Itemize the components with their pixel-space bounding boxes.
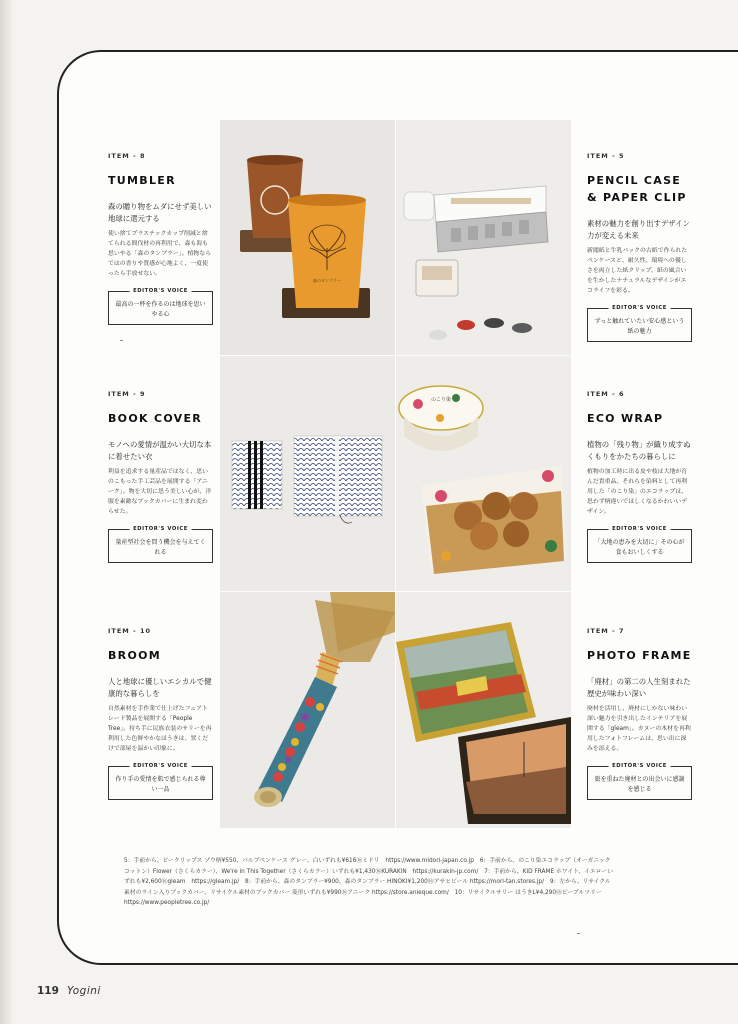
item-number: ITEM - 5	[587, 152, 625, 160]
item-body: 利益を追求する量産品ではなく、思いのこもった手工芸品を展開する「アニーク」。物を大切に思う美しい心が、洋服を素敵なブックカバーに生まれ変わらせた。	[108, 469, 212, 515]
editors-voice-label: EDITOR'S VOICE	[608, 525, 671, 535]
broom-photo	[220, 592, 395, 828]
item-10-block	[108, 627, 213, 800]
page-number: 119	[37, 985, 59, 997]
tumbler-photo	[220, 120, 395, 355]
item-9-block	[108, 390, 213, 563]
item-lead: 森の贈り物をムダにせず美しい地球に還元する	[108, 202, 212, 223]
item-body: 自然素材を手作業で仕上げたフェアトレード製品を展開する「People Tree」。持ち手に民族衣装のサリーを再利用した色鮮やかなほうきは、置くだけで部屋を温かい印象に。	[108, 706, 212, 752]
editors-voice-text: 最高の一杯を作るのは地球を思いやる心	[115, 301, 206, 318]
item-6-block	[587, 390, 692, 563]
item-lead: モノへの愛情が温かい大切な本に着せたい衣	[108, 440, 212, 461]
magazine-name: Yogini	[67, 985, 101, 997]
eco-wrap-photo	[396, 356, 571, 591]
photo-frame-photo	[396, 592, 571, 828]
editors-voice-box	[587, 526, 692, 563]
editors-voice-text: 旅を重ねた廃材との出会いに感謝を感じる	[594, 776, 685, 793]
wrap-print-text: のこり染	[430, 397, 452, 403]
item-8-block	[108, 152, 213, 325]
tumbler-print-text: 森のタンブラー	[313, 278, 341, 283]
item-number: ITEM - 10	[108, 627, 152, 635]
editors-voice-text: 「大地の恵みを大切に」その心が食もおいしくする	[594, 539, 685, 556]
editors-voice-label: EDITOR'S VOICE	[129, 525, 192, 535]
item-title: ECO WRAP	[587, 412, 664, 425]
item-lead: 「廃材」の第二の人生刻まれた歴史が味わい深い	[587, 677, 691, 698]
editors-voice-text: 作り手の愛情を肌で感じられる尊い一品	[115, 776, 206, 793]
editors-voice-box	[108, 763, 213, 800]
item-5-block	[587, 152, 692, 342]
item-lead: 素材の魅力を創り出すデザイン力が変える未来	[587, 219, 690, 240]
editors-voice-label: EDITOR'S VOICE	[129, 287, 192, 297]
item-number: ITEM - 6	[587, 390, 625, 398]
editors-voice-box	[587, 305, 692, 342]
editors-voice-label: EDITOR'S VOICE	[608, 762, 671, 772]
item-lead: 人と地球に優しいエシカルで健康的な暮らしを	[108, 677, 212, 698]
item-title: BOOK COVER	[108, 412, 203, 425]
editors-voice-box	[108, 526, 213, 563]
scan-speck	[120, 340, 123, 341]
book-cover-photo	[220, 356, 395, 591]
item-number: ITEM - 7	[587, 627, 625, 635]
editors-voice-label: EDITOR'S VOICE	[608, 304, 671, 314]
item-body: 使い捨てプラスチックカップ削減と捨てられる間伐材の再利用で、森も海も思いやる「森のタンブラー」。植物ならではの香りや質感が心地よく、一度使ったら手放せない。	[108, 231, 212, 277]
editors-voice-text: 量産型社会を問う機会を与えてくれる	[115, 539, 206, 556]
editors-voice-label: EDITOR'S VOICE	[129, 762, 192, 772]
item-body: 新聞紙と牛乳パックの古紙で作られたペンケースと、耐久性、環境への優しさを両立した紙クリップ。紙の風合いを生かしたナチュラルなデザインがエコライフを彩る。	[587, 248, 688, 294]
item-title: PHOTO FRAME	[587, 649, 692, 662]
item-title: PENCIL CASE & PAPER CLIP	[587, 174, 687, 204]
item-lead: 植物の「残り物」が織り成すぬくもりをかたちの暮らしに	[587, 440, 691, 461]
editors-voice-box	[587, 763, 692, 800]
editors-voice-box	[108, 288, 213, 325]
pencil-case-photo	[396, 120, 571, 355]
item-title: BROOM	[108, 649, 162, 662]
item-number: ITEM - 9	[108, 390, 146, 398]
item-7-block	[587, 627, 692, 800]
item-title: TUMBLER	[108, 174, 176, 187]
scan-speck	[577, 933, 580, 934]
product-credits: 5：手前から、ピークリップス ゾウ柄¥550、パルプペンケース グレー、白いずれも¥616⑯ミドリ https://www.midori-japan.co.jp 6：手前から、のこり染エコラップ（オーガニックコットン）Flower（さくらカラー）、We're in This Together（さくらカラー）いずれも¥1,430⑯KURAKIN https://kurakin-jp.com/ 7：手前から、KID FRAME ホワイト、イエローいずれも¥2,600⑯gleam https://gleam.jp/ 8：手前から、森のタンブラー¥900、森のタンブラー HINOKI¥1,200⑯アサヒビール https://mori-tan.stores.jp/ 9：左から、リサイクル素材のライン入りブックカバー、リサイクル素材のブックカバー 菱形いずれも¥990⑯アニーク https://store.anieque.com/ 10：リサイクルサリー ほうきL¥4,290⑯ピープルツリー https://www.peopletree.co.jp/	[124, 858, 614, 906]
editors-voice-text: ずっと触れていたい安心感という紙の魅力	[594, 318, 685, 335]
item-number: ITEM - 8	[108, 152, 146, 160]
item-body: 廃材を活用し、廃材にしかない味わい深い魅力を引き出したインテリアを展開する「gleam」。カヌーの木材を再利用したフォトフレームは、思い出に深みを添える。	[587, 706, 691, 752]
item-body: 植物の加工時に出る皮や枝は大地が育んだ貴重品。それらを染料として再利用した「のこり染」のエコラップは、思わず柄違いでほしくなるかわいいデザイン。	[587, 469, 688, 515]
